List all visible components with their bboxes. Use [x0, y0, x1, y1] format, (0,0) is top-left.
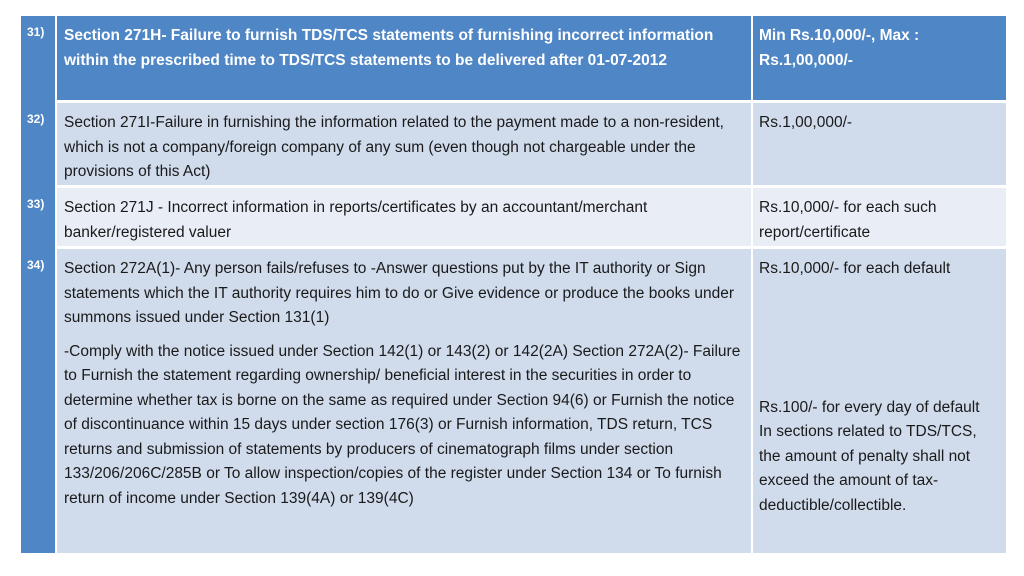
- row-penalty-amount: Rs.10,000/- for each default: [759, 260, 951, 277]
- row-penalty-amount: Rs.10,000/- for each such report/certificate: [753, 188, 1006, 246]
- row-penalty-amount: Rs.1,00,000/-: [753, 103, 1006, 185]
- row-penalty-amount: Min Rs.10,000/-, Max : Rs.1,00,000/-: [753, 16, 1006, 100]
- row-description: Section 271J - Incorrect information in reports/certificates by an accountant/merchant banker/registered valuer: [57, 188, 751, 246]
- row-penalty-amount-daily: Rs.100/- for every day of default: [759, 398, 980, 416]
- row-number: 31): [21, 16, 55, 100]
- penalty-table: [21, 16, 1006, 553]
- row-number: 33): [21, 188, 55, 246]
- table-row: [21, 103, 1006, 185]
- row-description-continued: -Comply with the notice issued under Section 142(1) or 143(2) or 142(2A) Section 272A(2)- Failure to Furnish the statement regarding ownership/ beneficial interest in the securities in order to determine whether tax is borne on the same as required under Section 94(6) or Furnish the notice of discontinuance within 15 days under section 176(3) or Furnish information, TDS return, TCS returns and submission of statements by producers of cinematograph films under section 133/206/206C/285B or To allow inspection/copies of the register under Section 134 or To furnish return of income under Section 139(4A) or 139(4C): [64, 342, 741, 507]
- row-description: Section 271H- Failure to furnish TDS/TCS statements of furnishing incorrect information within the prescribed time to TDS/TCS statements to be delivered after 01-07-2012: [57, 16, 751, 100]
- row-number: 34): [21, 249, 55, 553]
- row-description: Section 271I-Failure in furnishing the information related to the payment made to a non-resident, which is not a company/foreign company of any sum (even though not chargeable under the provisions of this Act): [57, 103, 751, 185]
- table-row: [21, 249, 1006, 553]
- table-row: [21, 188, 1006, 246]
- row-description-cell: [57, 249, 751, 553]
- row-penalty-amount-cell: [753, 249, 1006, 553]
- row-number: 32): [21, 103, 55, 185]
- row-description: Section 272A(1)- Any person fails/refuses to -Answer questions put by the IT authority or Sign statements which the IT authority requires him to do or Give evidence or produce the books under summons issued under Section 131(1): [64, 260, 735, 326]
- table-row: [21, 16, 1006, 100]
- row-penalty-note: In sections related to TDS/TCS, the amount of penalty shall not exceed the amount of tax-deductible/collectible.: [759, 423, 977, 514]
